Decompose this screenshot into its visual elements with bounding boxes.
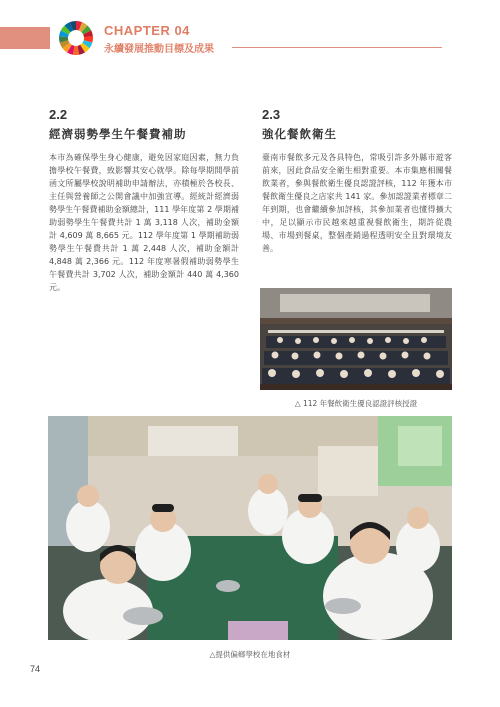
- chapter-number: CHAPTER 04: [104, 23, 190, 38]
- chapter-title: 永續發展推動目標及成果: [104, 44, 214, 55]
- chapter-tab: [0, 27, 50, 49]
- section-2-2-body: 本市為確保學生身心健康，避免因家庭因素，無力負擔學校午餐費，致影響其安心就學。除每學期開學前函文所屬學校說明補助申請辦法，亦積極於各校長、主任與營養師之公開會議中加強宣導。經統計經濟弱勢學生午餐費補助金額總計，111 學年度第 2 學期補助弱勢學生午餐費共計 1 萬 3,118 人次，補助金額計 4,609 萬 8,665 元。112 學年度第 1 學期補助弱勢學生午餐費共計 1 萬 2,448 人次，補助金額計 4,848 萬 2,366 元。112 年度寒暑假補助弱勢學生午餐費共計 3,702 人次，補助金額計 440 萬 4,360 元。: [49, 153, 239, 292]
- section-2-3-number: 2.3: [262, 107, 281, 122]
- school-lunch-photo: [48, 416, 452, 640]
- page-number: 74: [30, 664, 41, 674]
- section-2-2-number: 2.2: [49, 107, 68, 122]
- meeting-photo: [260, 288, 452, 390]
- section-2-3-title: 強化餐飲衛生: [262, 127, 337, 141]
- meeting-photo-caption: △ 112 年餐飲衛生優良認證評核授證: [294, 399, 418, 408]
- section-2-3-body: 臺南市餐飲多元及各具特色，常吸引許多外縣市遊客前來，因此食品安全衛生相對重要。本市集應相關餐飲業者，參與餐飲衛生優良認證評核，112 年獲本市餐飲衛生優良之店家共 141 家。參加認證業者標章二年到期，也會繼續參加評核，其參加業者也懂得擴大中，足以顯示市民越來越重視餐飲衛生，期許從農場、市場到餐桌，整個產銷過程透明安全且對環境友善。: [262, 153, 452, 253]
- sdg-wheel-icon: [58, 20, 94, 56]
- chapter-divider: [232, 47, 442, 48]
- school-lunch-photo-caption: △提供偏鄉學校在地食材: [209, 650, 291, 659]
- section-2-2-title: 經濟弱勢學生午餐費補助: [49, 127, 187, 141]
